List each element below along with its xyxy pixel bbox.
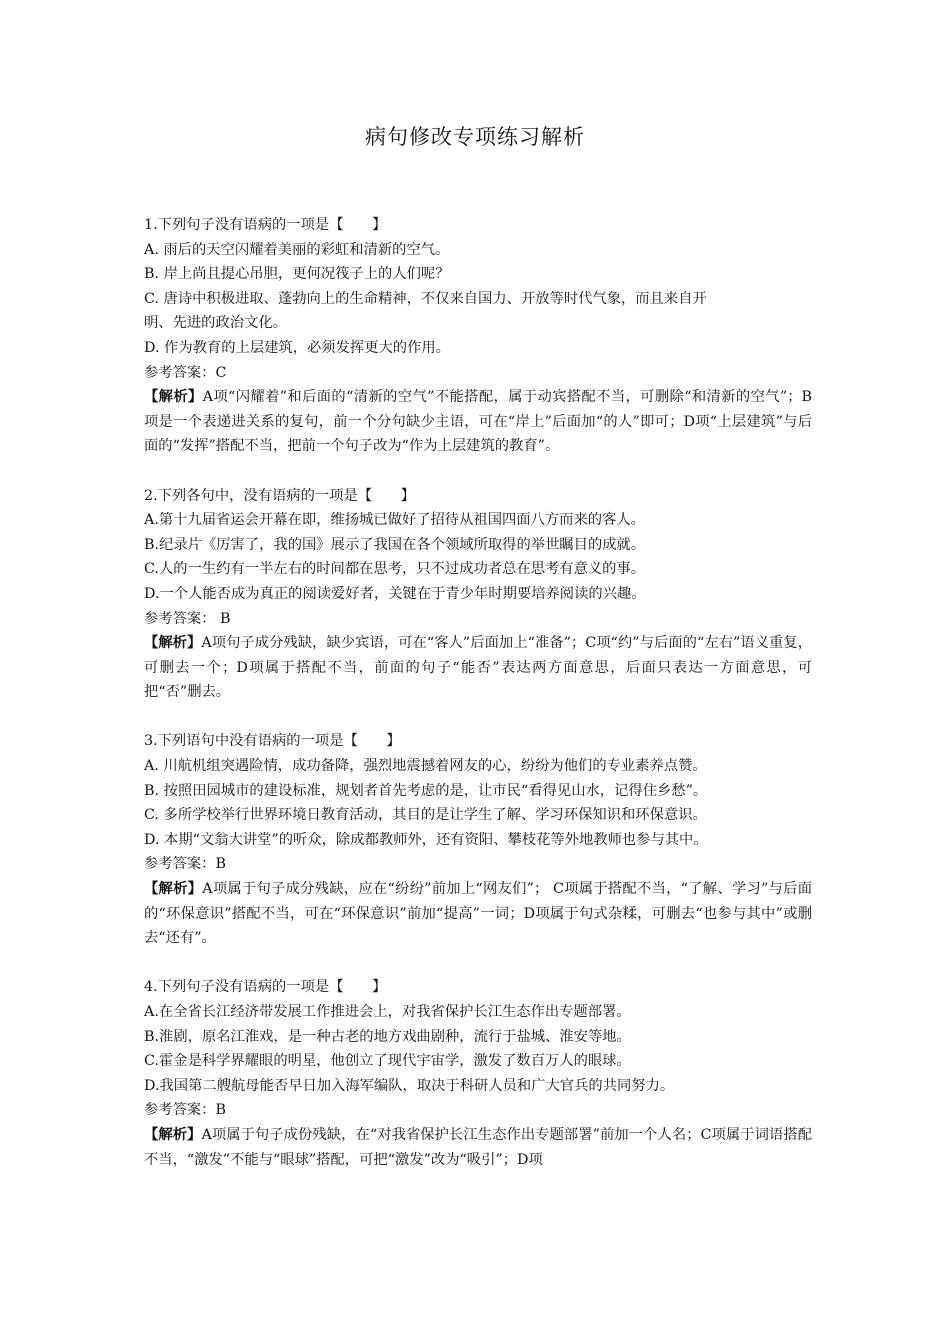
answer: 参考答案： B: [144, 610, 231, 627]
option-c: C. 唐诗中积极进取、蓬勃向上的生命精神，不仅来自国力、开放等时代气象，而且来自开: [144, 290, 707, 307]
option-a: A. 川航机组突遇险情，成功备降，强烈地震撼着网友的心，纷纷为他们的专业素养点赞。: [144, 758, 707, 775]
option-c-continued: 明、先进的政治文化。: [144, 315, 287, 332]
explanation-tag: 【解析】: [144, 389, 203, 406]
explanation: [144, 1123, 812, 1172]
explanation-tag: 【解析】: [144, 881, 203, 898]
option-d: D. 本期“文翁大讲堂”的听众，除成都教师外，还有资阳、攀枝花等外地教师也参与其中。: [144, 831, 708, 848]
explanation-text: A项句子成分残缺，缺少宾语，可在“客人”后面加上“准备”；C项“约”与后面的“左右”语义重复，可删去一个；D项属于搭配不当，前面的句子“能否”表达两方面意思，后面只表达一方面意思，可把“否”删去。: [144, 635, 813, 701]
answer: 参考答案：B: [144, 856, 226, 873]
option-c: C.霍金是科学界耀眼的明星，他创立了现代宇宙学，激发了数百万人的眼球。: [144, 1053, 631, 1070]
option-a: A. 雨后的天空闪耀着美丽的彩虹和清新的空气。: [144, 241, 450, 258]
question-2: [144, 484, 812, 705]
explanation-text: A项“闪耀着”和后面的“清新的空气”不能搭配，属于动宾搭配不当，可删除“和清新的空气”；B 项是一个表递进关系的复句，前一个分句缺少主语，可在“岸上”后面加“的人”即可；D项“上层建筑”与后面的“发挥”搭配不当，把前一个句子改为“作为上层建筑的教育”。: [144, 389, 813, 455]
explanation: [144, 631, 812, 705]
option-a: A.第十九届省运会开幕在即，维扬城已做好了招待从祖国四面八方而来的客人。: [144, 512, 645, 529]
answer: 参考答案：B: [144, 1102, 226, 1119]
option-d: D.我国第二艘航母能否早日加入海军编队，取决于科研人员和广大官兵的共同努力。: [144, 1077, 675, 1094]
option-b: B. 按照田园城市的建设标准，规划者首先考虑的是，让市民“看得见山水，记得住乡愁”。: [144, 782, 708, 799]
answer: 参考答案：C: [144, 364, 227, 381]
option-d: D.一个人能否成为真正的阅读爱好者，关键在于青少年时期要培养阅读的兴趣。: [144, 585, 646, 602]
question-stem: 2.下列各句中，没有语病的一项是【 】: [144, 487, 415, 504]
document-body: [144, 213, 812, 1197]
question-stem: 1.下列句子没有语病的一项是【 】: [144, 217, 387, 233]
explanation-tag: 【解析】: [144, 1126, 202, 1143]
page-title: 病句修改专项练习解析: [365, 125, 585, 149]
option-b: B.纪录片《厉害了，我的国》展示了我国在各个领域所取得的举世瞩目的成就。: [144, 536, 646, 553]
explanation-tag: 【解析】: [144, 635, 202, 652]
question-1: [144, 213, 812, 459]
explanation: [144, 877, 812, 951]
question-4: [144, 975, 812, 1172]
option-d: D. 作为教育的上层建筑，必须发挥更大的作用。: [144, 339, 450, 356]
option-c: C.人的一生约有一半左右的时间都在思考，只不过成功者总在思考有意义的事。: [144, 561, 646, 578]
question-3: [144, 729, 812, 950]
explanation-text: A项属于句子成份残缺，在“对我省保护长江生态作出专题部署”前加一个人名；C项属于词语搭配不当，“激发”不能与“眼球”搭配，可把“激发”改为“吸引”；D项: [144, 1126, 812, 1168]
explanation-text: A项属于句子成分残缺，应在“纷纷”前加上“网友们”； C项属于搭配不当，“了解、学习”与后面的“环保意识”搭配不当，可在“环保意识”前加“提高”一词；D项属于句式杂糅，可删去“也参与其中”或删去“还有”。: [144, 881, 812, 947]
option-b: B. 岸上尚且提心吊胆，更何况筏子上的人们呢？: [144, 266, 450, 283]
option-a: A.在全省长江经济带发展工作推进会上，对我省保护长江生态作出专题部署。: [144, 1004, 631, 1020]
explanation: [144, 385, 812, 459]
question-stem: 4.下列句子没有语病的一项是【 】: [144, 979, 387, 996]
option-c: C. 多所学校举行世界环境日教育活动，其目的是让学生了解、学习环保知识和环保意识。: [144, 807, 707, 824]
question-stem: 3.下列语句中没有语病的一项是【 】: [144, 733, 401, 750]
option-b: B.淮剧，原名江淮戏，是一种古老的地方戏曲剧种，流行于盐城、淮安等地。: [144, 1028, 631, 1045]
